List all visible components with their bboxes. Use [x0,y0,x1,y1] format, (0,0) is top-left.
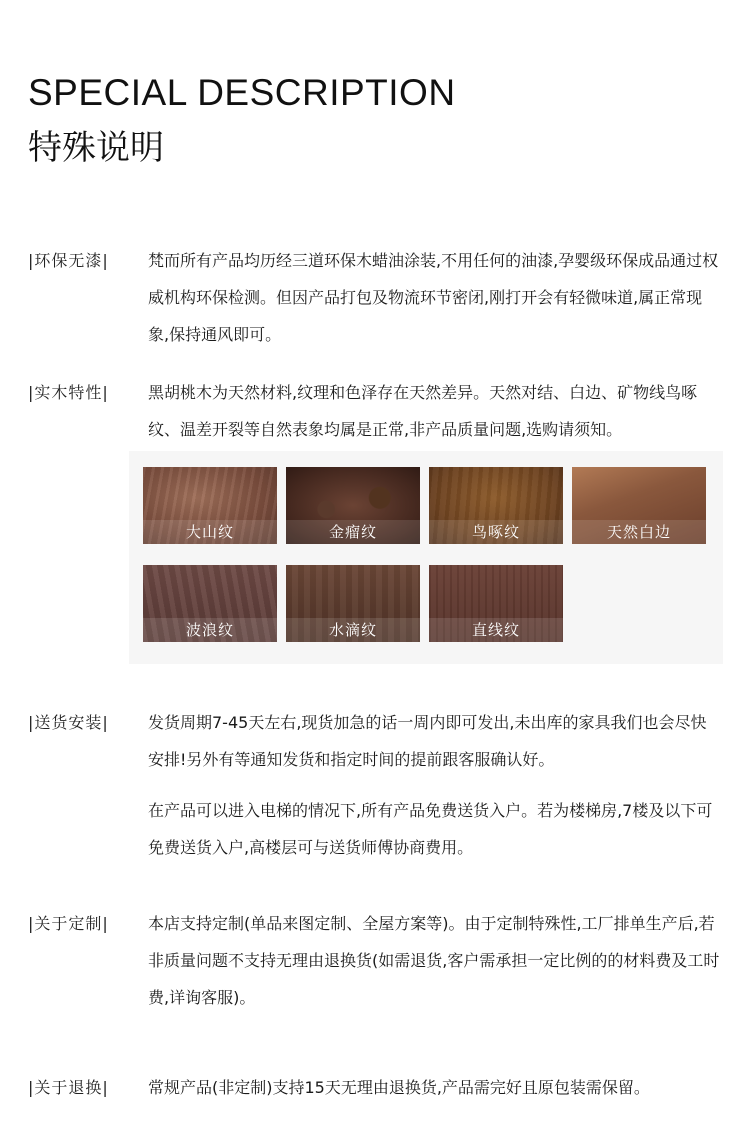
paragraph: 常规产品(非定制)支持15天无理由退换货,产品需完好且原包装需保留。 [148,1078,650,1097]
wood-sample [143,467,277,544]
paragraph: 在产品可以进入电梯的情况下,所有产品免费送货入户。若为楼梯房,7楼及以下可免费送货入户,高楼层可与送货师傅协商费用。 [148,801,713,857]
section-label: |关于定制| [28,914,109,933]
wood-sample [286,467,420,544]
title-chinese: 特殊说明 [28,128,164,168]
wood-sample-label: 天然白边 [572,520,706,544]
wood-sample [286,565,420,642]
section-body [148,905,720,1016]
wood-sample [429,565,563,642]
wood-sample-label: 大山纹 [143,520,277,544]
wood-sample-label: 水滴纹 [286,618,420,642]
paragraph: 发货周期7-45天左右,现货加急的话一周内即可发出,未出库的家具我们也会尽快安排!另外有等通知发货和指定时间的提前跟客服确认好。 [148,713,707,769]
wood-sample-label: 直线纹 [429,618,563,642]
wood-sample [143,565,277,642]
paragraph: 黑胡桃木为天然材料,纹理和色泽存在天然差异。天然对结、白边、矿物线鸟啄纹、温差开裂等自然表象均属是正常,非产品质量问题,选购请须知。 [148,383,698,439]
wood-sample-label: 波浪纹 [143,618,277,642]
wood-sample-label: 金瘤纹 [286,520,420,544]
section-body [148,704,720,866]
section-label: |关于退换| [28,1078,109,1097]
section-body [148,242,720,353]
section-label: |环保无漆| [28,251,109,270]
wood-sample [429,467,563,544]
title-english: SPECIAL DESCRIPTION [28,72,456,113]
paragraph: 本店支持定制(单品来图定制、全屋方案等)。由于定制特殊性,工厂排单生产后,若非质量问题不支持无理由退换货(如需退货,客户需承担一定比例的的材料费及工时费,详询客服)。 [148,914,720,1007]
section-body [148,1069,720,1106]
section-body [148,374,720,448]
wood-sample-gallery [129,451,723,664]
wood-sample-label: 鸟啄纹 [429,520,563,544]
wood-sample [572,467,706,544]
paragraph: 梵而所有产品均历经三道环保木蜡油涂装,不用任何的油漆,孕婴级环保成品通过权威机构环保检测。但因产品打包及物流环节密闭,刚打开会有轻微味道,属正常现象,保持通风即可。 [148,251,719,344]
section-label: |送货安装| [28,713,109,732]
section-label: |实木特性| [28,383,109,402]
